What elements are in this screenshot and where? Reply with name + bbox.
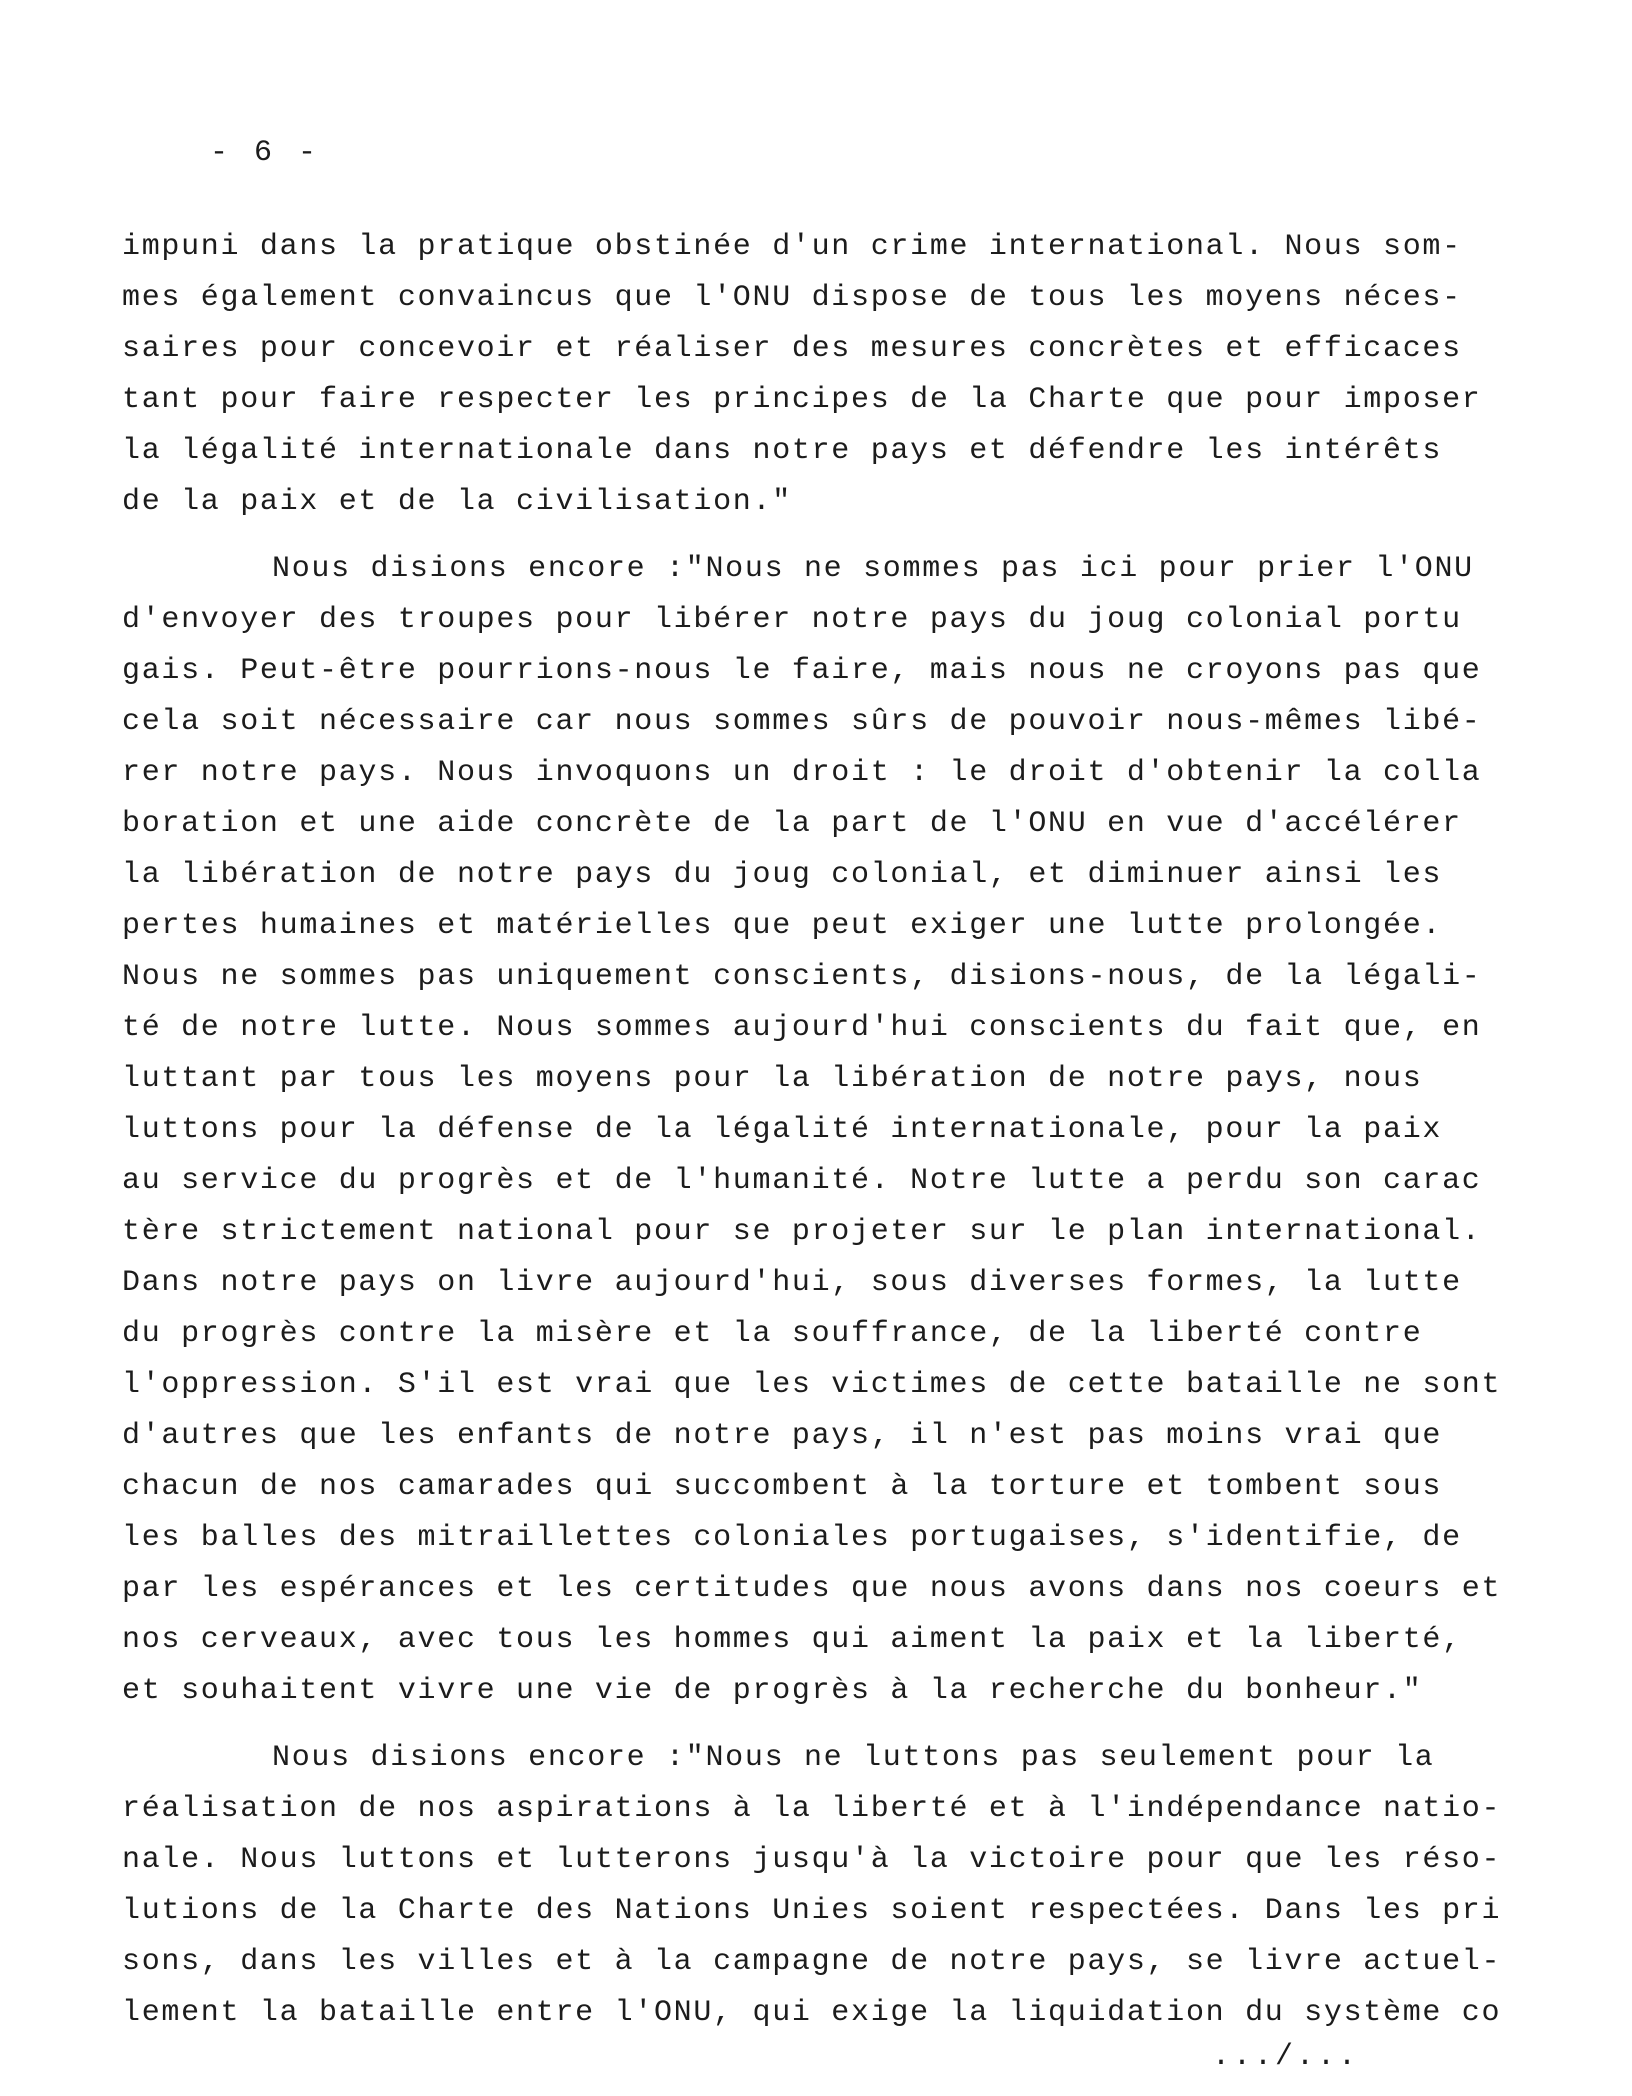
text-line: tant pour faire respecter les principes de la Charte que pour imposer [122, 383, 1482, 417]
text-line: la légalité internationale dans notre pays et défendre les intérêts [122, 434, 1443, 468]
text-line: té de notre lutte. Nous sommes aujourd'hui conscients du fait que, en [122, 1011, 1482, 1045]
text-line: lutions de la Charte des Nations Unies soient respectées. Dans les pri [122, 1894, 1502, 1928]
continuation-marker: .../... [1212, 2040, 1360, 2074]
text-line: l'oppression. S'il est vrai que les victimes de cette bataille ne sont [122, 1368, 1502, 1402]
text-line: la libération de notre pays du joug colonial, et diminuer ainsi les [122, 858, 1443, 892]
text-line: impuni dans la pratique obstinée d'un crime international. Nous som- [122, 230, 1462, 264]
text-line: gais. Peut-être pourrions-nous le faire, mais nous ne croyons pas que [122, 654, 1482, 688]
paragraph-2 [122, 544, 1522, 1717]
text-line: rer notre pays. Nous invoquons un droit : le droit d'obtenir la colla [122, 756, 1482, 790]
text-line: lement la bataille entre l'ONU, qui exige la liquidation du système co [122, 1996, 1502, 2030]
text-line: saires pour concevoir et réaliser des mesures concrètes et efficaces [122, 332, 1462, 366]
text-line: nos cerveaux, avec tous les hommes qui aiment la paix et la liberté, [122, 1623, 1462, 1657]
document-body [122, 222, 1522, 2039]
paragraph-3 [122, 1733, 1522, 2039]
text-line: Dans notre pays on livre aujourd'hui, sous diverses formes, la lutte [122, 1266, 1462, 1300]
text-line: pertes humaines et matérielles que peut exiger une lutte prolongée. [122, 909, 1443, 943]
text-line: boration et une aide concrète de la part de l'ONU en vue d'accélérer [122, 807, 1462, 841]
page-number: - 6 - [210, 136, 321, 170]
text-line: au service du progrès et de l'humanité. Notre lutte a perdu son carac [122, 1164, 1482, 1198]
text-line: luttons pour la défense de la légalité internationale, pour la paix [122, 1113, 1443, 1147]
paragraph-1 [122, 222, 1522, 528]
text-line: sons, dans les villes et à la campagne de notre pays, se livre actuel- [122, 1945, 1502, 1979]
text-line: et souhaitent vivre une vie de progrès à la recherche du bonheur." [122, 1674, 1423, 1708]
text-line: par les espérances et les certitudes que nous avons dans nos coeurs et [122, 1572, 1502, 1606]
text-line: Nous disions encore :"Nous ne luttons pas seulement pour la [272, 1741, 1435, 1775]
text-line: luttant par tous les moyens pour la libération de notre pays, nous [122, 1062, 1423, 1096]
text-line: du progrès contre la misère et la souffrance, de la liberté contre [122, 1317, 1423, 1351]
text-line: Nous disions encore :"Nous ne sommes pas ici pour prier l'ONU [272, 552, 1474, 586]
text-line: cela soit nécessaire car nous sommes sûrs de pouvoir nous-mêmes libé- [122, 705, 1482, 739]
text-line: Nous ne sommes pas uniquement conscients, disions-nous, de la légali- [122, 960, 1482, 994]
text-line: chacun de nos camarades qui succombent à la torture et tombent sous [122, 1470, 1443, 1504]
text-line: nale. Nous luttons et lutterons jusqu'à la victoire pour que les réso- [122, 1843, 1502, 1877]
text-line: réalisation de nos aspirations à la liberté et à l'indépendance natio- [122, 1792, 1502, 1826]
text-line: d'envoyer des troupes pour libérer notre pays du joug colonial portu [122, 603, 1462, 637]
text-line: mes également convaincus que l'ONU dispose de tous les moyens néces- [122, 281, 1462, 315]
text-line: tère strictement national pour se projeter sur le plan international. [122, 1215, 1482, 1249]
text-line: de la paix et de la civilisation." [122, 485, 792, 519]
text-line: les balles des mitraillettes coloniales portugaises, s'identifie, de [122, 1521, 1462, 1555]
text-line: d'autres que les enfants de notre pays, il n'est pas moins vrai que [122, 1419, 1443, 1453]
